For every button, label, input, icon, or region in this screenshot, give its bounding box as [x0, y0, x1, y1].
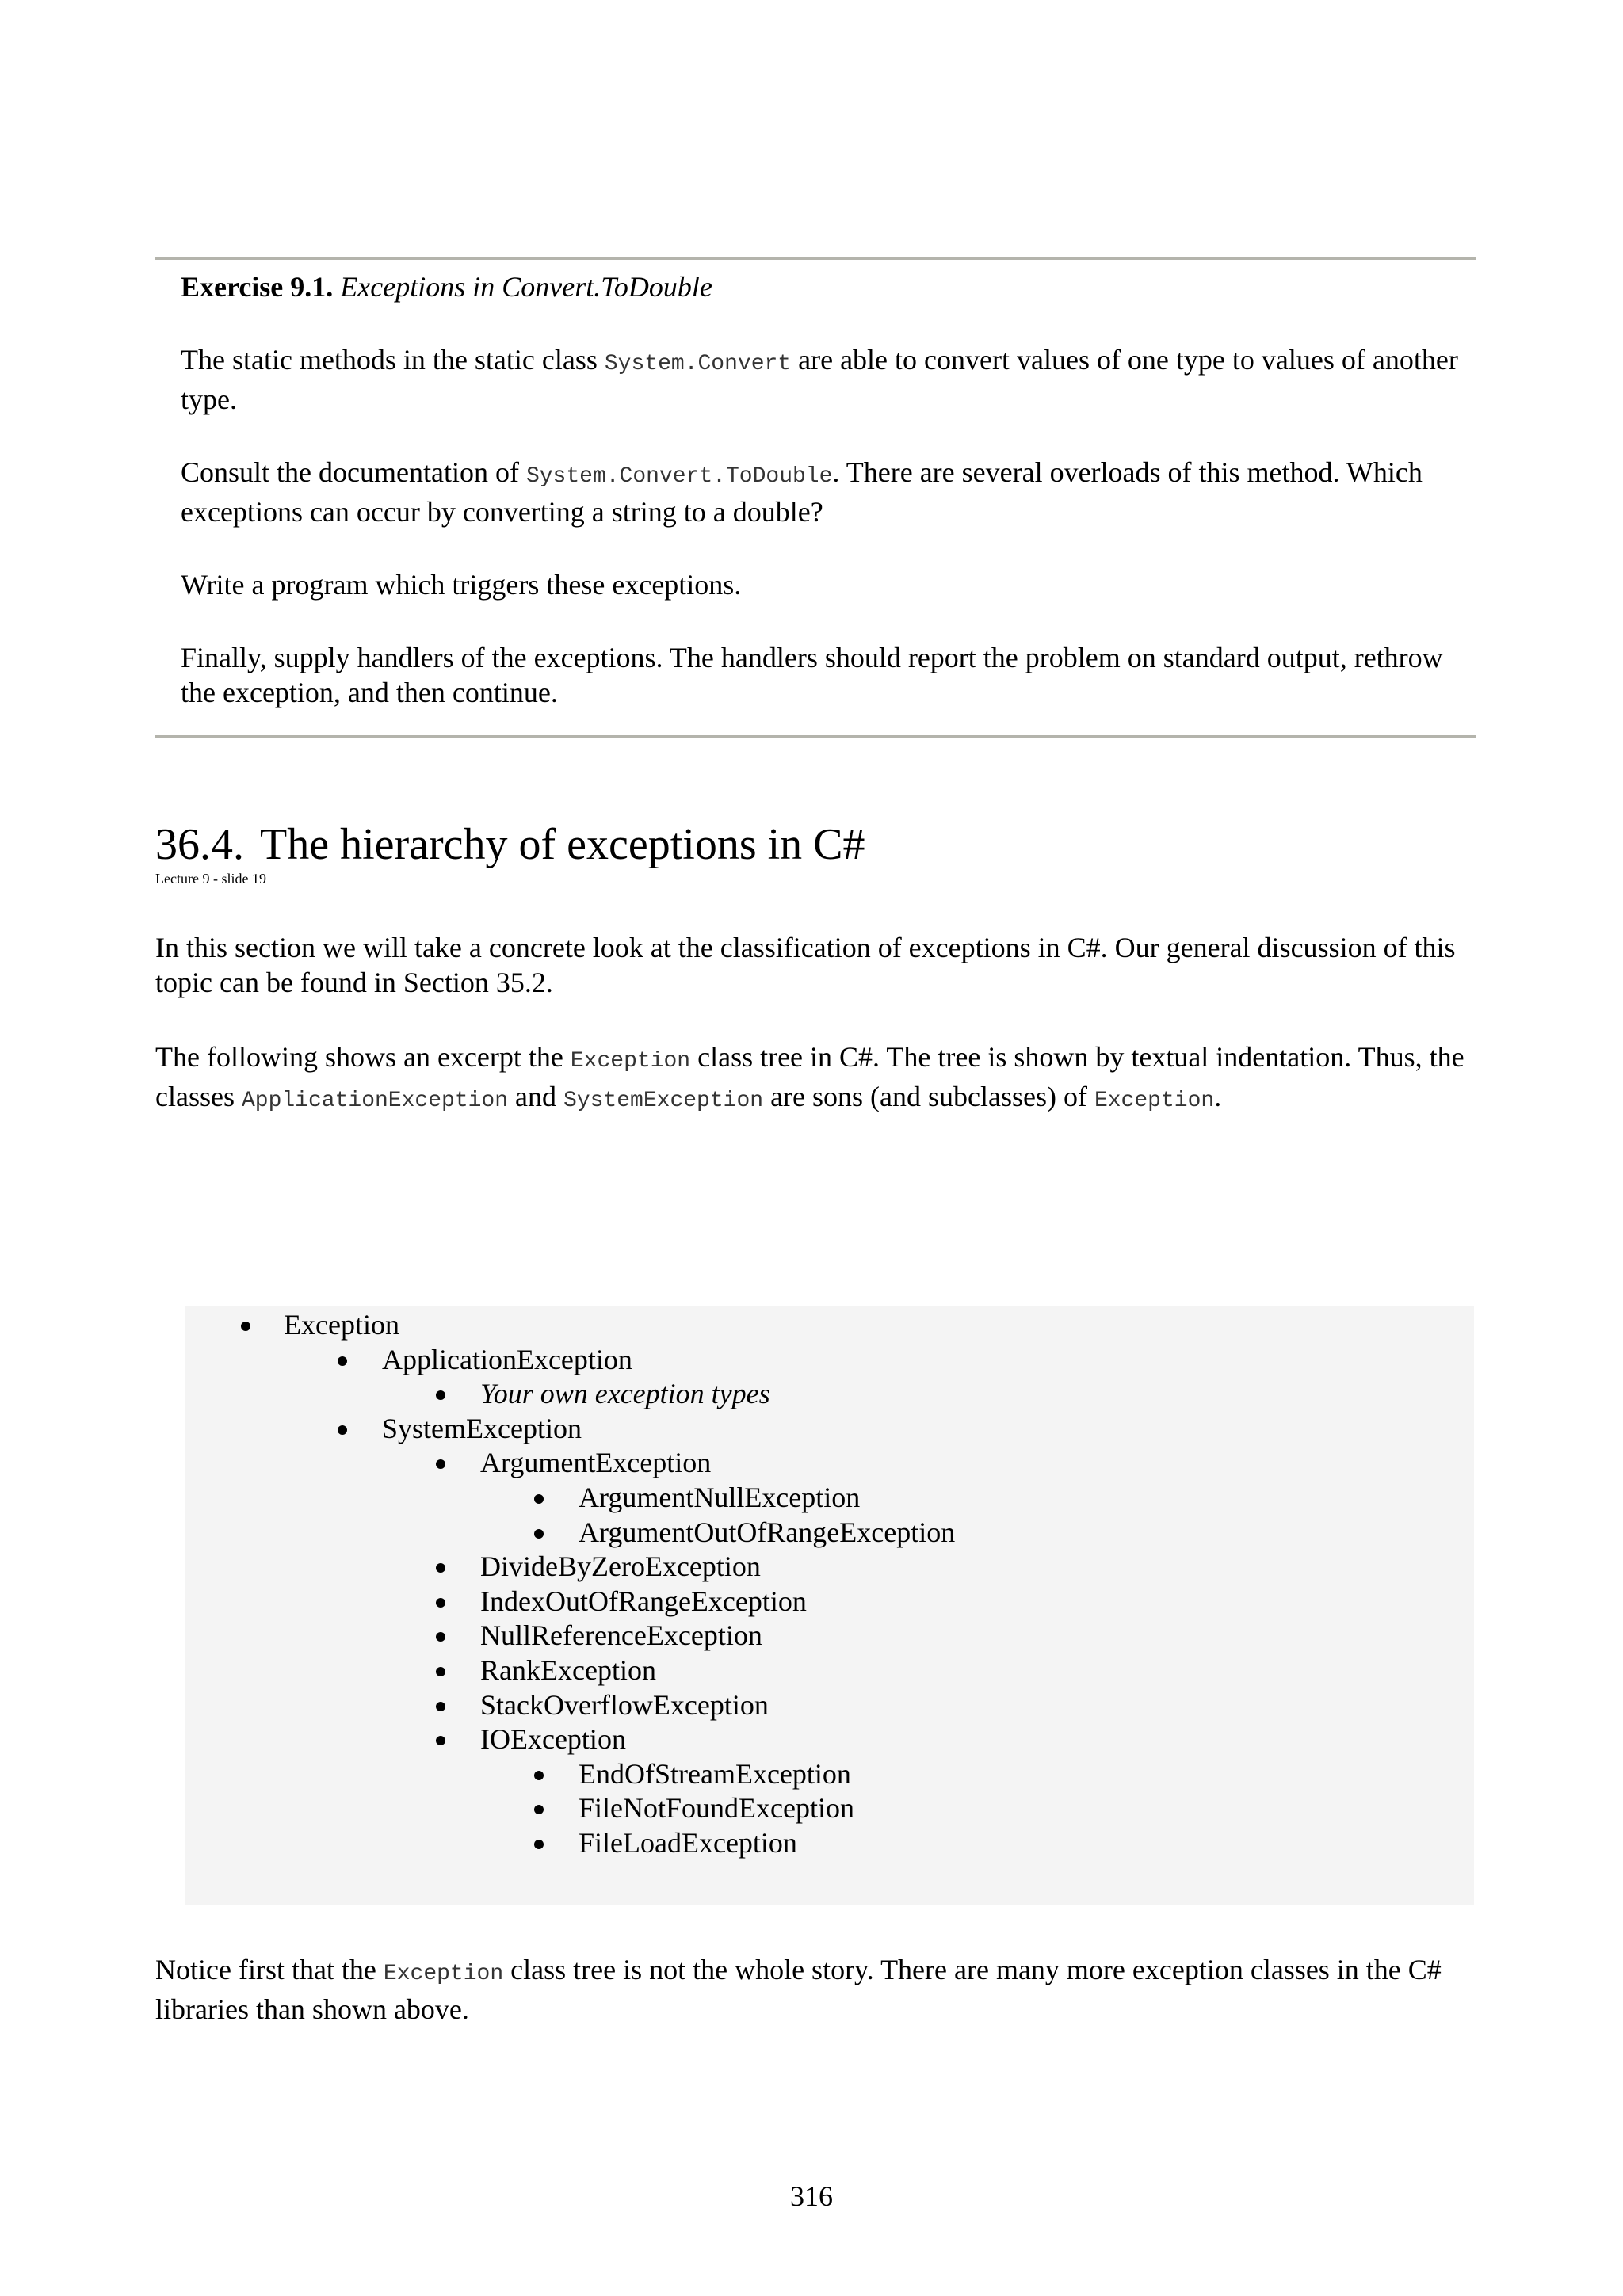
bullet-icon [534, 1840, 544, 1849]
exercise-bottom-rule [155, 735, 1476, 738]
tree-item: EndOfStreamException [579, 1757, 851, 1790]
section-header [155, 819, 1487, 887]
bullet-icon [534, 1494, 544, 1504]
exercise-title: Exceptions in Convert.ToDouble [340, 271, 712, 303]
tree-item: Your own exception types [480, 1378, 770, 1410]
section-title-text: The hierarchy of exceptions in C# [260, 820, 865, 869]
bullet-icon [338, 1356, 347, 1366]
tree-item: FileLoadException [579, 1827, 797, 1859]
intro-paragraph-2: The following shows an excerpt the Exception class tree in C#. The tree is shown by textual indentation. Thus, the classes ApplicationException and SystemException are sons (and subclasses) of Exception. [155, 1041, 1465, 1113]
tree-item: ArgumentOutOfRangeException [579, 1516, 956, 1548]
code-inline: Exception [1094, 1089, 1215, 1113]
section-number: 36.4. [155, 820, 244, 869]
bullet-icon [436, 1598, 445, 1608]
bullet-icon [436, 1563, 445, 1573]
bullet-icon [436, 1459, 445, 1469]
exercise-paragraph-1: The static methods in the static class System.Convert are able to convert values of one type to values of another type. [181, 344, 1458, 415]
tree-item: ArgumentException [480, 1447, 712, 1479]
section-title [155, 819, 1487, 870]
exercise-paragraph-4: Finally, supply handlers of the exceptions. The handlers should report the problem on standard output, rethrow the exception, and then continue. [181, 642, 1443, 708]
closing-paragraph: Notice first that the Exception class tree is not the whole story. There are many more exception classes in the C# libraries than shown above. [155, 1954, 1442, 2025]
slide-reference: Lecture 9 - slide 19 [155, 871, 266, 887]
code-inline: System.Convert [604, 352, 792, 376]
tree-item: ApplicationException [382, 1343, 632, 1375]
bullet-icon [436, 1702, 445, 1711]
bullet-icon [534, 1529, 544, 1539]
exercise-paragraph-3: Write a program which triggers these exceptions. [181, 569, 742, 601]
bullet-icon [436, 1736, 445, 1745]
exercise-paragraph-2: Consult the documentation of System.Convert.ToDouble. There are several overloads of this method. Which exceptions can occur by converting a string to a double? [181, 456, 1423, 528]
tree-item: ArgumentNullException [579, 1482, 861, 1513]
bullet-icon [534, 1805, 544, 1814]
exercise-heading [181, 269, 1465, 304]
tree-item: Exception [284, 1309, 399, 1341]
exception-tree-box [185, 1306, 1474, 1905]
code-inline: ApplicationException [241, 1089, 509, 1113]
bullet-icon [241, 1322, 250, 1331]
bullet-icon [338, 1425, 347, 1435]
exercise-box [181, 269, 1465, 748]
tree-item: RankException [480, 1654, 656, 1686]
bullet-icon [436, 1632, 445, 1642]
exercise-number: Exercise 9.1. [181, 271, 334, 303]
bullet-icon [436, 1390, 445, 1400]
code-inline: Exception [383, 1962, 504, 1986]
page-number: 316 [790, 2180, 833, 2212]
intro-paragraph-1: In this section we will take a concrete look at the classification of exceptions in C#. Our general discussion of this topic can be found in Section 35.2. [155, 932, 1456, 998]
tree-item: SystemException [382, 1412, 582, 1444]
tree-item: IndexOutOfRangeException [480, 1585, 807, 1617]
code-inline: Exception [570, 1049, 691, 1074]
code-inline: System.Convert.ToDouble [525, 464, 833, 489]
tree-item: IOException [480, 1723, 626, 1756]
tree-item: DivideByZeroException [480, 1550, 761, 1583]
tree-item: FileNotFoundException [579, 1792, 854, 1825]
bullet-icon [436, 1667, 445, 1676]
code-inline: SystemException [563, 1089, 764, 1113]
tree-item: NullReferenceException [480, 1619, 762, 1652]
tree-item: StackOverflowException [480, 1688, 769, 1721]
bullet-icon [534, 1771, 544, 1780]
exercise-top-rule [155, 257, 1476, 260]
